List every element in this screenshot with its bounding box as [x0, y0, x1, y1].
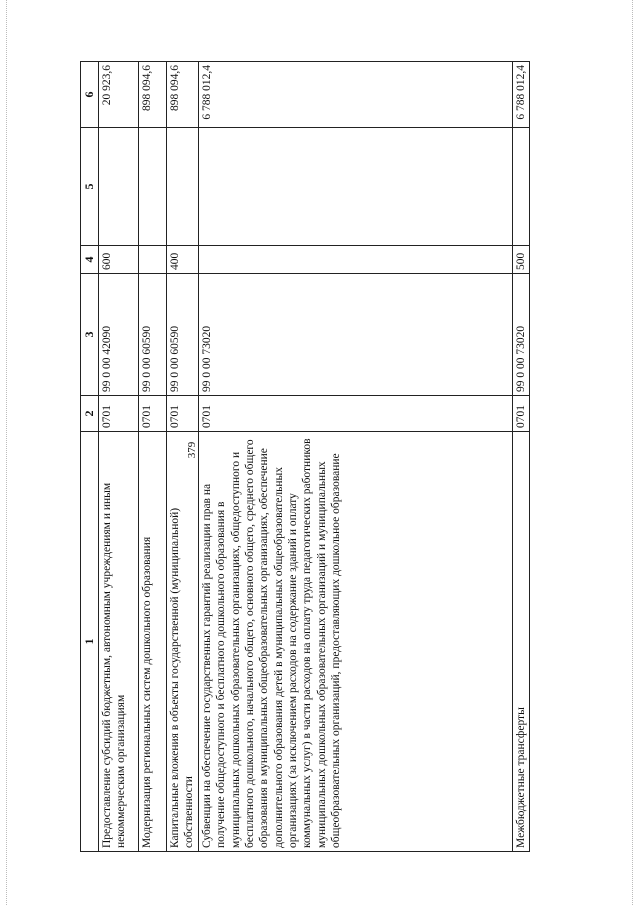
table-row [99, 62, 139, 852]
header-col-3: 3 [81, 274, 99, 396]
row-target: 99 0 00 60590 [139, 274, 167, 396]
row-section: 0701 [167, 396, 199, 432]
row-name: Субвенции на обеспечение государственных гарантий реализации прав на получение общедоступного и бесплатного дошкольного образования в муниципальных дошкольных образовательных организациях, общедоступного и бесплатного дошкольного, начального общего, основного общего, среднего общего образования в муниципальных общеобразовательных организациях, обеспечение дополнительного образования детей в муниципальных общеобразовательных организациях (за исключением расходов на содержание зданий и оплату коммунальных услуг) в части расходов на оплату труда педагогических работников муниципальных дошкольных образовательных организаций и муниципальных общеобразовательных организаций, предоставляющих дошкольное образование [198, 432, 512, 852]
header-col-1: 1 [81, 432, 99, 852]
page-number: 379 [186, 441, 198, 459]
row-type: 500 [512, 246, 529, 274]
row-col5 [198, 128, 512, 246]
row-section: 0701 [512, 396, 529, 432]
row-type [139, 246, 167, 274]
row-target: 99 0 00 60590 [167, 274, 199, 396]
table-header-row [81, 62, 99, 852]
table-row [167, 62, 199, 852]
row-name: Предоставление субсидий бюджетным, автономным учреждениям и иным некоммерческим организациям [99, 432, 139, 852]
row-name: Межбюджетные трансферты [512, 432, 529, 852]
header-col-5: 5 [81, 128, 99, 246]
row-col5 [99, 128, 139, 246]
row-col5 [167, 128, 199, 246]
row-section: 0701 [139, 396, 167, 432]
budget-table [80, 61, 530, 852]
row-type [198, 246, 512, 274]
row-amount: 898 094,6 [139, 62, 167, 128]
header-col-6: 6 [81, 62, 99, 128]
row-amount: 898 094,6 [167, 62, 199, 128]
row-target: 99 0 00 73020 [512, 274, 529, 396]
table-row [512, 62, 529, 852]
table-row [139, 62, 167, 852]
row-amount: 20 923,6 [99, 62, 139, 128]
row-name: Модернизация региональных систем дошкольного образования [139, 432, 167, 852]
table-row [198, 62, 512, 852]
header-col-4: 4 [81, 246, 99, 274]
row-col5 [512, 128, 529, 246]
row-name: Капитальные вложения в объекты государственной (муниципальной) собственности [167, 432, 199, 852]
row-target: 99 0 00 73020 [198, 274, 512, 396]
row-section: 0701 [198, 396, 512, 432]
row-section: 0701 [99, 396, 139, 432]
right-margin-line [632, 0, 633, 905]
row-target: 99 0 00 42090 [99, 274, 139, 396]
row-amount: 6 788 012,4 [198, 62, 512, 128]
header-col-2: 2 [81, 396, 99, 432]
row-amount: 6 788 012,4 [512, 62, 529, 128]
rotated-table-container [80, 62, 530, 852]
left-margin-line [6, 0, 7, 905]
row-type: 400 [167, 246, 199, 274]
row-type: 600 [99, 246, 139, 274]
row-col5 [139, 128, 167, 246]
